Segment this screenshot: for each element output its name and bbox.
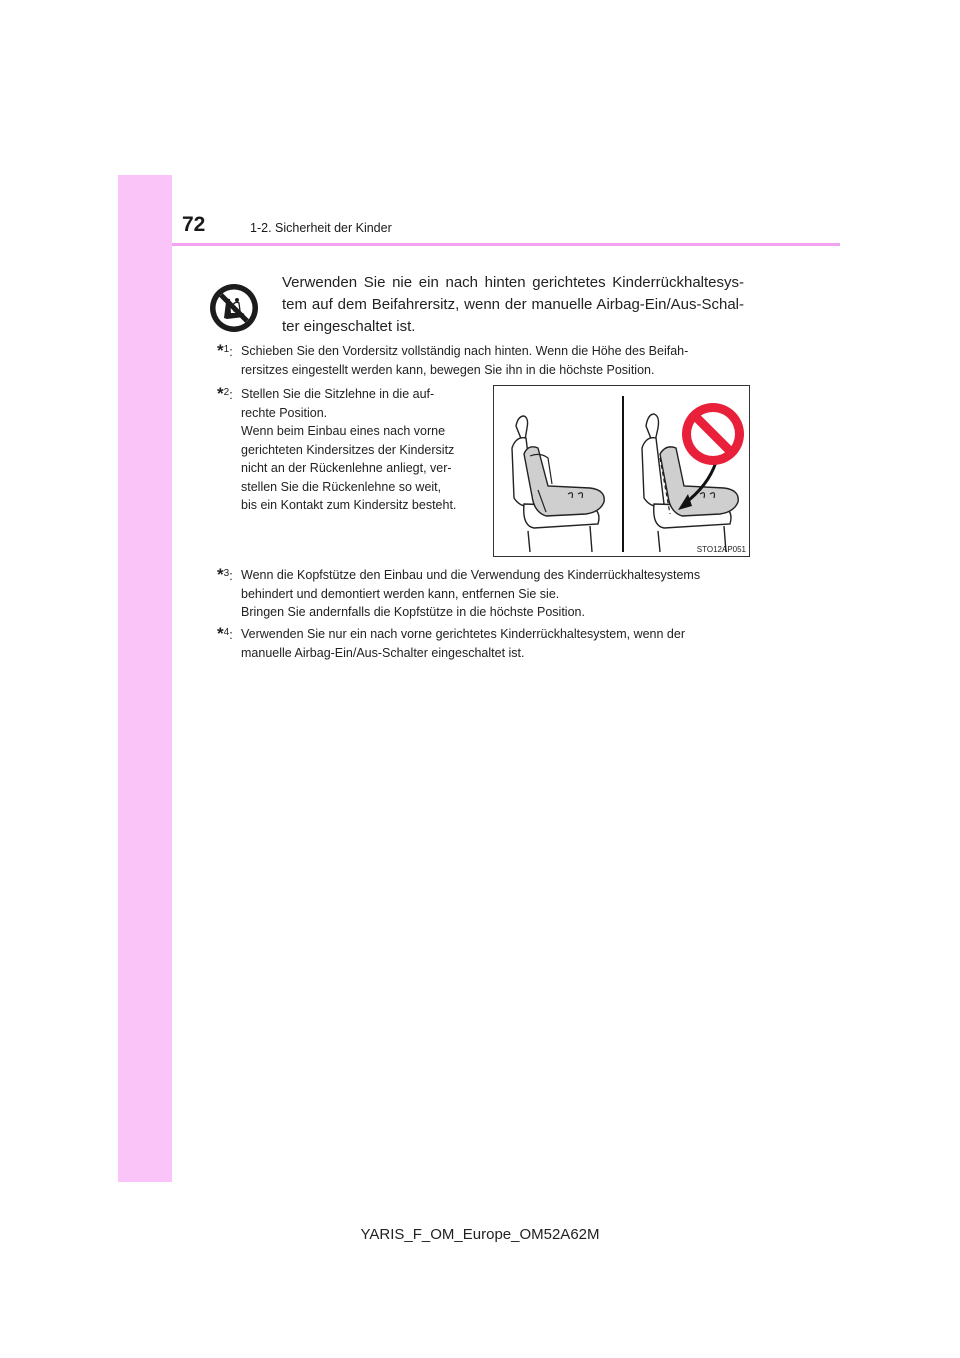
section-title: 1-2. Sicherheit der Kinder [250, 221, 392, 235]
footnote-4: *$^4$: Verwenden Sie nur ein nach vorne gerichtetes Kinderrückhaltesystem, wenn der manuelle Airbag-Ein/Aus-Schalter eingeschaltet ist. [217, 624, 686, 660]
warning-text: Verwenden Sie nie ein nach hinten gerichtetes Kinderrückhaltesys-tem auf dem Beifahrersitz, wenn der manuelle Airbag-Ein/Aus-Schal-ter eingeschaltet ist. [282, 274, 744, 335]
footer-doc-code: YARIS_F_OM_Europe_OM52A62M [360, 1226, 600, 1243]
side-tab-bar [118, 175, 172, 1182]
page-number: 72 [182, 213, 206, 236]
prohibited-icon [682, 403, 744, 465]
footnote-1: *$^1$: Schieben Sie den Vordersitz vollständig nach hinten. Wenn die Höhe des Beifah- rersitzes eingestellt werden kann, bewegen Sie ihn in die höchste Position. [217, 341, 689, 377]
prohibited-child-seat-icon [209, 283, 259, 333]
header-rule [172, 243, 840, 246]
seat-correct-icon [512, 416, 604, 552]
seat-illustration [493, 385, 750, 557]
footnote-3: *$^3$: Wenn die Kopfstütze den Einbau und die Verwendung des Kinderrückhaltesystems behindert und demontiert werden kann, entfernen Sie sie. Bringen Sie andernfalls die Kopfstütze in die höchste Position. [217, 565, 701, 619]
illustration-code: STO12AP051 [696, 545, 746, 554]
footnote-2: *$^2$: Stellen Sie die Sitzlehne in die auf- rechte Position. Wenn beim Einbau eines nach vorne gerichteten Kindersitzes der Kindersitz nicht an der Rückenlehne anliegt, ver- stellen Sie die Rückenlehne so weit, bis ein Kontakt zum Kindersitz besteht. [217, 384, 457, 512]
